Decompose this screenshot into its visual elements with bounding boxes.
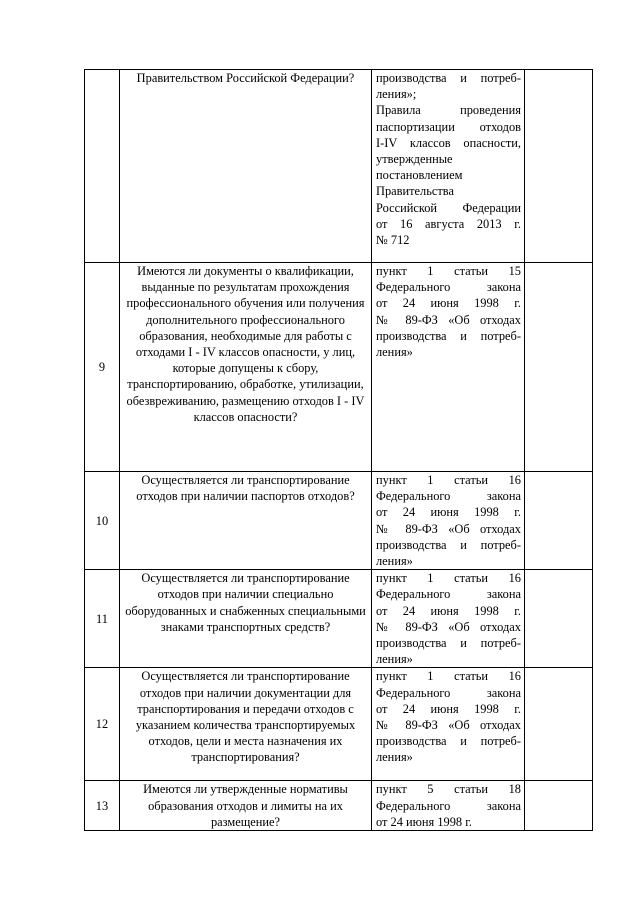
question-cell: Имеются ли документы о квалификации, выданные по результатам прохождения профессионального обучения или получения дополнительного профессионального образования, необходимые для работы с отходами I - IV классов опасности, у лиц, которые допущены к сбору, транспортированию, обработке, утилизации, обезвреживанию, размещению отходов I - IV классов опасности? (120, 263, 372, 472)
table-row (85, 781, 593, 831)
legal-reference-line: производства и потреб- (376, 71, 521, 85)
legal-reference-line: от 24 июня 1998 г. (376, 296, 521, 311)
legal-reference-line: постановлением (376, 168, 463, 183)
legal-reference-cell (372, 570, 525, 668)
table-row (85, 472, 593, 570)
legal-reference-line: пункт 1 статьи 16 (376, 669, 521, 684)
legal-reference-line: № 89-ФЗ «Об отходах (376, 521, 521, 536)
answer-cell (525, 263, 593, 472)
answer-cell (525, 668, 593, 781)
legal-reference-line: от 24 июня 1998 г. (376, 505, 521, 520)
legal-reference-line: от 24 июня 1998 г. (376, 603, 521, 618)
table-row (85, 263, 593, 472)
legal-reference-line: Правительства (376, 184, 454, 199)
legal-reference-line: ления»; (376, 87, 417, 102)
legal-reference-line: пункт 1 статьи 16 (376, 571, 521, 586)
legal-reference-line: Федерального закона (376, 280, 521, 295)
row-number-cell: 10 (85, 472, 120, 570)
legal-reference-line: ления» (376, 554, 413, 569)
legal-reference-line: Российской Федерации (376, 200, 521, 215)
legal-reference-line: пункт 1 статьи 15 (376, 264, 521, 278)
legal-reference-line: № 89-ФЗ «Об отходах (376, 619, 521, 634)
legal-reference-line: ления» (376, 652, 413, 667)
legal-reference-cell (372, 668, 525, 781)
legal-reference-cell (372, 70, 525, 263)
row-number-cell (85, 70, 120, 263)
legal-reference-line: № 89-ФЗ «Об отходах (376, 718, 521, 733)
legal-reference-line: утвержденные (376, 152, 453, 167)
legal-reference-line: от 24 июня 1998 г. (376, 701, 521, 716)
legal-reference-line: паспортизации отходов (376, 119, 521, 134)
legal-reference-cell (372, 263, 525, 472)
question-cell: Осуществляется ли транспортирование отходов при наличии документации для транспортирования и передачи отходов с указанием количества транспортируемых отходов, цели и места назначения их транспортирования? (120, 668, 372, 781)
row-number-cell: 11 (85, 570, 120, 668)
checklist-table-body (85, 70, 593, 831)
legal-reference-line: Правила проведения (376, 103, 521, 118)
row-number-cell: 12 (85, 668, 120, 781)
answer-cell (525, 472, 593, 570)
legal-reference-line: Федерального закона (376, 685, 521, 700)
table-row (85, 70, 593, 263)
legal-reference-line: пункт 5 статьи 18 (376, 782, 521, 797)
legal-reference-line: производства и потреб- (376, 537, 521, 552)
legal-reference-line: от 24 июня 1998 г. (376, 814, 473, 829)
legal-reference-line: Федерального закона (376, 587, 521, 602)
question-cell: Правительством Российской Федерации? (120, 70, 372, 263)
legal-reference-line: производства и потреб- (376, 636, 521, 651)
legal-reference-line: пункт 1 статьи 16 (376, 473, 521, 487)
question-cell: Осуществляется ли транспортирование отходов при наличии специально оборудованных и снабженных специальными знаками транспортных средств? (120, 570, 372, 668)
answer-cell (525, 70, 593, 263)
table-row (85, 570, 593, 668)
answer-cell (525, 781, 593, 831)
legal-reference-cell (372, 472, 525, 570)
question-cell: Имеются ли утвержденные нормативы образования отходов и лимиты на их размещение? (120, 781, 372, 831)
legal-reference-line: № 712 (376, 233, 410, 248)
legal-reference-cell (372, 781, 525, 831)
legal-reference-line: производства и потреб- (376, 734, 521, 749)
legal-reference-line: производства и потреб- (376, 328, 521, 343)
legal-reference-line: I-IV классов опасности, (376, 135, 521, 150)
answer-cell (525, 570, 593, 668)
legal-reference-line: ления» (376, 345, 413, 360)
legal-reference-line: № 89-ФЗ «Об отходах (376, 312, 521, 327)
question-cell: Осуществляется ли транспортирование отходов при наличии паспортов отходов? (120, 472, 372, 570)
legal-reference-line: Федерального закона (376, 798, 521, 813)
row-number-cell: 13 (85, 781, 120, 831)
legal-reference-line: от 16 августа 2013 г. (376, 216, 521, 231)
table-row (85, 668, 593, 781)
row-number-cell: 9 (85, 263, 120, 472)
legal-reference-line: Федерального закона (376, 489, 521, 504)
legal-reference-line: ления» (376, 750, 413, 765)
checklist-table (84, 69, 593, 831)
